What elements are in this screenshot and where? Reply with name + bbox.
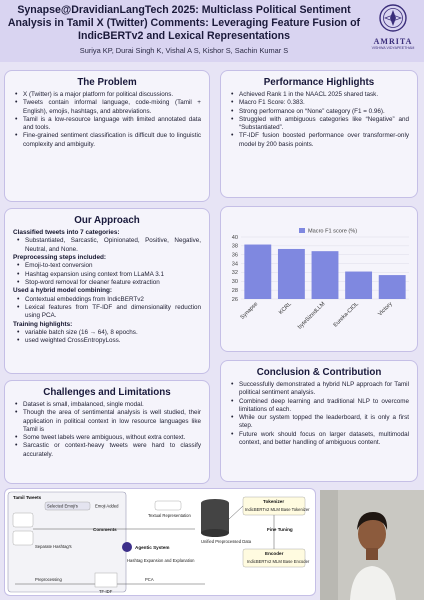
chart-panel: [220, 206, 418, 352]
diagram-label: Unified Preprocessed Data: [201, 539, 252, 544]
list-item: • Contextual embeddings from IndicBERTv2: [17, 296, 201, 304]
diagram-label: PCA: [145, 577, 154, 582]
list-item: • Tweets contain informal language, code-mixing (Tamil + English), emojis, hashtags, and abbreviations.: [15, 99, 201, 116]
approach-list-3: [5, 296, 209, 321]
diagram-label: IndicBERTv2 MLM Base Encoder: [247, 559, 310, 564]
diagram-label: Textual Representation: [148, 513, 191, 518]
list-item: • TF-IDF fusion boosted performance over transformer-only model by 200 basis points.: [231, 132, 409, 149]
legend-label: Macro F1 score (%): [308, 228, 358, 235]
problem-heading: The Problem: [77, 77, 137, 88]
y-tick-label: 26: [231, 296, 238, 303]
y-tick-label: 38: [231, 243, 238, 250]
agent-icon: [122, 542, 132, 552]
presenter-image: [320, 490, 424, 600]
bar: [345, 272, 372, 299]
list-item: • Emoji-to-text conversion: [17, 262, 201, 270]
y-tick-label: 34: [231, 261, 238, 268]
diagram-label: Hashtag Expansion and Explanation: [127, 558, 195, 563]
problem-panel: [4, 70, 210, 202]
x-tick-label: byteSizedLLM: [297, 301, 327, 331]
bar: [312, 251, 339, 299]
list-item: • Combined deep learning and traditional NLP to overcome limitations of each.: [231, 398, 409, 415]
logo-name: AMRITA: [373, 37, 413, 46]
presenter-video: [320, 490, 424, 600]
list-item: • Dataset is small, imbalanced, single modal.: [15, 401, 201, 409]
list-item: • Strong performance on “None” category (F1 = 0.96).: [231, 108, 409, 116]
approach-subhead: Used a hybrid model combining:: [13, 287, 113, 295]
title-line-1: Synapse@DravidianLangTech 2025: Multiclass Political Sentiment: [17, 4, 351, 16]
diagram-label: Emoji Added: [95, 503, 119, 509]
list-item: • variable batch size (16 → 64), 8 epochs.: [17, 329, 201, 337]
list-item: • Macro F1 Score: 0.383.: [231, 99, 409, 107]
bar: [278, 249, 305, 299]
diagram-label: Encoder: [265, 551, 284, 556]
y-tick-label: 32: [231, 270, 238, 277]
list-item: • Sarcastic or context-heavy tweets were hard to classify accurately.: [15, 442, 201, 459]
poster-header: [0, 0, 424, 62]
diagram-label: Tamil Tweets: [13, 495, 42, 500]
emblem-icon: [378, 3, 408, 37]
performance-panel: [220, 70, 418, 198]
approach-list-4: [5, 329, 209, 346]
list-item: • Tamil is a low-resource language with limited annotated data and tools.: [15, 116, 201, 133]
title-line-2: Analysis in Tamil X (Twitter) Comments: Leveraging Feature Fusion of: [7, 17, 361, 29]
conclusion-heading: Conclusion & Contribution: [256, 367, 382, 378]
list-item: • Future work should focus on larger datasets, multimodal context, and better handling of ambiguous content.: [231, 431, 409, 448]
diagram-label: Comments: [93, 527, 117, 532]
diagram-label: Agentic System: [135, 545, 170, 550]
x-tick-label: Synapse: [239, 301, 260, 321]
problem-list: [5, 91, 209, 149]
challenges-panel: [4, 380, 210, 484]
y-tick-label: 28: [231, 287, 238, 294]
y-tick-label: 36: [231, 252, 238, 259]
performance-list: [221, 91, 417, 149]
emoji-text-node: [155, 501, 181, 510]
authors: Suriya KP, Durai Singh K, Vishal A S, Kishor S, Sachin Kumar S: [79, 46, 289, 55]
architecture-svg: [5, 489, 316, 596]
approach-panel: [4, 208, 210, 374]
y-tick-label: 30: [231, 279, 238, 286]
tfidf-node: [95, 573, 117, 587]
approach-subhead: Training highlights:: [13, 320, 73, 328]
legend-swatch: [299, 228, 305, 233]
flow-line: [229, 506, 243, 519]
list-item: • Struggled with ambiguous categories like “Negative” and “Substantiated”.: [231, 116, 409, 133]
approach-subhead: Classified tweets into 7 categories:: [13, 229, 120, 236]
diagram-label: Selected Emoji's: [47, 503, 78, 509]
database-body: [201, 503, 229, 533]
tweet-card: [13, 531, 33, 545]
bar-chart: [221, 207, 418, 352]
poster-title: [4, 4, 364, 43]
list-item: • While our system topped the leaderboard, it is only a first step.: [231, 414, 409, 431]
list-item: • Lexical features from TF-IDF and dimensionality reduction using PCA.: [17, 304, 201, 321]
tweet-card: [13, 513, 33, 527]
diagram-label: Preprocessing: [35, 577, 62, 582]
bar: [244, 245, 271, 299]
list-item: • Successfully demonstrated a hybrid NLP approach for Tamil political sentiment analysis.: [231, 381, 409, 398]
y-tick-label: 40: [231, 234, 238, 241]
challenges-heading: Challenges and Limitations: [43, 387, 171, 398]
database-base: [201, 529, 229, 537]
diagram-label: IndicBERTv2 MLM Base Tokenizer: [245, 507, 310, 512]
performance-heading: Performance Highlights: [263, 77, 375, 88]
list-item: • Hashtag expansion using context from LLaMA 3.1: [17, 271, 201, 279]
bar: [379, 275, 406, 299]
diagram-label: Fine Tuning: [267, 527, 293, 532]
x-tick-label: KCRL: [278, 301, 293, 316]
list-item: • Stop-word removal for cleaner feature extraction: [17, 279, 201, 287]
approach-list-2: [5, 262, 209, 287]
list-item: • Fine-grained sentiment classification is difficult due to linguistic complexity and ambiguity.: [15, 132, 201, 149]
title-line-3: IndicBERTv2 and Lexical Representations: [78, 30, 290, 42]
approach-heading: Our Approach: [74, 215, 140, 226]
conclusion-panel: [220, 360, 418, 482]
logo-sub: VISHWA VIDYAPEETHAM: [371, 46, 415, 50]
architecture-diagram: [4, 488, 316, 596]
list-item: • Some tweet labels were ambiguous, without extra context.: [15, 434, 201, 442]
conclusion-list: [221, 381, 417, 447]
list-item: • Substantiated, Sarcastic, Opinionated, Positive, Negative, Neutral, and None.: [17, 237, 201, 254]
approach-list-1: [5, 237, 209, 254]
diagram-label: Tokenizer: [263, 499, 285, 504]
x-tick-label: Victory: [377, 301, 394, 318]
university-logo: [366, 3, 420, 59]
challenges-list: [5, 401, 209, 459]
list-item: • X (Twitter) is a major platform for political discussions.: [15, 91, 201, 99]
diagram-label: TF-IDF: [99, 589, 113, 594]
list-item: • Though the area of sentimental analysis is well studied, their application in political context in low resource languages like Tamil is: [15, 409, 201, 434]
approach-subhead: Preprocessing steps included:: [13, 254, 107, 261]
list-item: • Achieved Rank 1 in the NAACL 2025 shared task.: [231, 91, 409, 99]
x-tick-label: Eureka-CIOL: [332, 301, 361, 329]
diagram-label: Separate Hashtag's: [35, 544, 72, 549]
list-item: • used weighted CrossEntropyLoss.: [17, 337, 201, 345]
